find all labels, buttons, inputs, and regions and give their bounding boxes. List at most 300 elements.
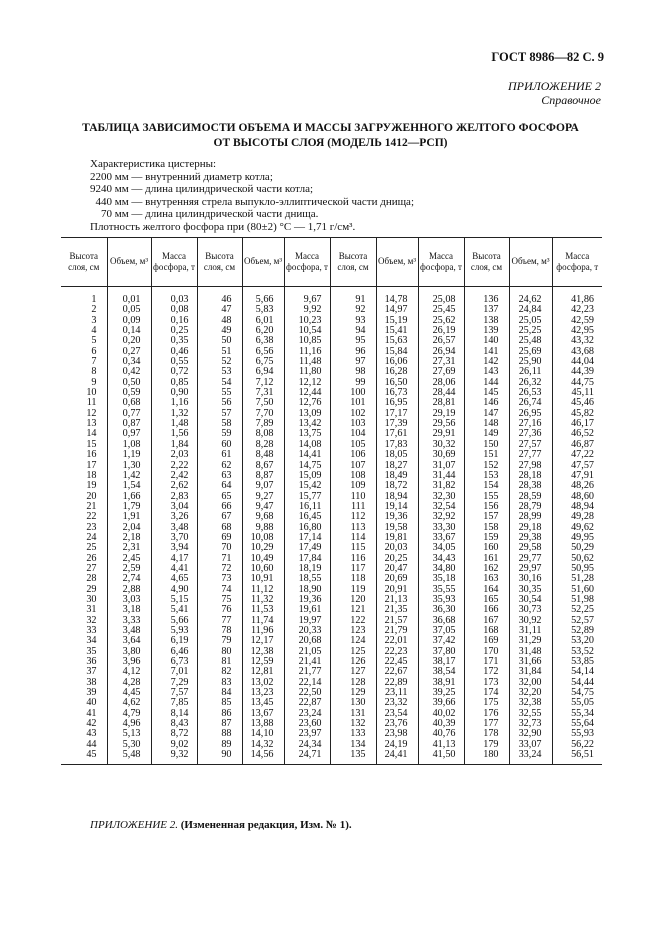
- cell-volume: 12,38: [242, 647, 284, 657]
- cell-volume: 18,94: [376, 492, 418, 502]
- cell-mass: 42,59: [571, 314, 594, 326]
- cell-volume: 11,53: [242, 605, 284, 615]
- cell-height: 4: [61, 326, 107, 336]
- cell-volume: 9,47: [242, 502, 284, 512]
- cell-mass: 28,81: [418, 398, 464, 408]
- cell-volume: 7,70: [242, 409, 284, 419]
- cell-height: 65: [197, 492, 242, 502]
- cell-height: 160: [464, 543, 509, 553]
- cell-mass: 19,36: [284, 595, 330, 605]
- cell-volume: 6,75: [242, 357, 284, 367]
- column-header-mass: Масса фосфора, т: [284, 238, 330, 287]
- cell-mass: 39,25: [418, 688, 464, 698]
- cell-mass: 26,19: [418, 326, 464, 336]
- column-header-volume: Объем, м³: [107, 238, 151, 287]
- cell-height: 83: [197, 678, 242, 688]
- cell-height: 48: [197, 316, 242, 326]
- column-header-mass: Масса фосфора, т: [552, 238, 602, 287]
- cell-mass: 42,23: [571, 304, 594, 316]
- cell-mass: 54,44: [571, 676, 594, 688]
- cell-height: 116: [330, 554, 376, 564]
- cell-volume: 4,96: [107, 719, 151, 729]
- cell-volume: 23,76: [376, 719, 418, 729]
- cell-volume: 16,06: [376, 357, 418, 367]
- cell-volume: 14,56: [242, 750, 284, 765]
- cell-volume: 31,84: [509, 667, 552, 677]
- cell-height: 79: [197, 636, 242, 646]
- cell-mass: 33,67: [418, 533, 464, 543]
- cell-mass: 35,55: [418, 585, 464, 595]
- cell-height: 25: [61, 543, 107, 553]
- cell-height: 161: [464, 554, 509, 564]
- cell-height: 60: [197, 440, 242, 450]
- cell-mass: 23,97: [284, 729, 330, 739]
- cell-height: 37: [61, 667, 107, 677]
- cell-volume: 14,78: [376, 295, 418, 305]
- cell-volume: 4,79: [107, 709, 151, 719]
- spec-line: 440 мм — внутренняя стрела выпукло-эллиптической части днища;: [90, 195, 414, 208]
- cell-mass: 42,95: [571, 325, 594, 337]
- cell-mass: 20,68: [284, 636, 330, 646]
- cell-volume: 13,88: [242, 719, 284, 729]
- cell-volume: 13,45: [242, 698, 284, 708]
- cell-volume: 25,69: [509, 347, 552, 357]
- cell-mass: 9,32: [151, 750, 197, 765]
- cell-volume: 0,01: [107, 295, 151, 305]
- tank-specification: [90, 158, 414, 234]
- cell-volume: 5,48: [107, 750, 151, 765]
- cell-volume: 2,18: [107, 533, 151, 543]
- cell-volume: 9,27: [242, 492, 284, 502]
- cell-height: 132: [330, 719, 376, 729]
- cell-mass: 8,72: [151, 729, 197, 739]
- cell-height: 62: [197, 461, 242, 471]
- cell-mass: 32,92: [418, 512, 464, 522]
- cell-height: 58: [197, 419, 242, 429]
- cell-mass: 55,05: [571, 697, 594, 709]
- cell-height: 44: [61, 740, 107, 750]
- cell-volume: 10,49: [242, 554, 284, 564]
- cell-height: 108: [330, 471, 376, 481]
- cell-volume: 15,19: [376, 316, 418, 326]
- cell-mass: 38,91: [418, 678, 464, 688]
- cell-mass: 21,77: [284, 667, 330, 677]
- cell-volume: 27,16: [509, 419, 552, 429]
- cell-volume: 26,95: [509, 409, 552, 419]
- cell-mass: 0,90: [151, 388, 197, 398]
- cell-height: 172: [464, 667, 509, 677]
- cell-mass: 40,76: [418, 729, 464, 739]
- cell-mass: 46,87: [571, 438, 594, 450]
- cell-height: 88: [197, 729, 242, 739]
- cell-height: 114: [330, 533, 376, 543]
- cell-mass: 15,42: [284, 481, 330, 491]
- cell-volume: 6,94: [242, 367, 284, 377]
- cell-volume: 3,96: [107, 657, 151, 667]
- cell-mass: 14,41: [284, 450, 330, 460]
- cell-mass: 35,18: [418, 574, 464, 584]
- cell-volume: 11,32: [242, 595, 284, 605]
- cell-volume: 8,08: [242, 429, 284, 439]
- cell-height: 95: [330, 336, 376, 346]
- cell-mass: 9,92: [284, 305, 330, 315]
- cell-height: 175: [464, 698, 509, 708]
- cell-mass: 24,34: [284, 740, 330, 750]
- cell-height: 134: [330, 740, 376, 750]
- cell-height: 140: [464, 336, 509, 346]
- cell-volume: 28,59: [509, 492, 552, 502]
- spec-line: 70 мм — длина цилиндрической части днища.: [90, 208, 319, 221]
- cell-height: 110: [330, 492, 376, 502]
- cell-mass: 25,62: [418, 316, 464, 326]
- cell-mass: 5,66: [151, 616, 197, 626]
- cell-height: 17: [61, 461, 107, 471]
- cell-height: 125: [330, 647, 376, 657]
- cell-height: 170: [464, 647, 509, 657]
- cell-height: 142: [464, 357, 509, 367]
- cell-height: 16: [61, 450, 107, 460]
- cell-mass: 25,08: [418, 295, 464, 305]
- cell-height: 149: [464, 429, 509, 439]
- cell-mass: 4,90: [151, 585, 197, 595]
- cell-mass: 18,90: [284, 585, 330, 595]
- cell-mass: 30,32: [418, 440, 464, 450]
- cell-height: 7: [61, 357, 107, 367]
- cell-mass: 11,80: [284, 367, 330, 377]
- cell-volume: 8,48: [242, 450, 284, 460]
- cell-volume: 3,03: [107, 595, 151, 605]
- cell-height: 54: [197, 378, 242, 388]
- cell-volume: 19,14: [376, 502, 418, 512]
- cell-mass: 53,85: [571, 656, 594, 668]
- cell-mass: 37,42: [418, 636, 464, 646]
- cell-mass: 19,97: [284, 616, 330, 626]
- cell-volume: 6,38: [242, 336, 284, 346]
- cell-mass: 55,34: [571, 707, 594, 719]
- cell-height: 81: [197, 657, 242, 667]
- cell-mass: 29,56: [418, 419, 464, 429]
- cell-volume: 23,32: [376, 698, 418, 708]
- cell-height: 102: [330, 409, 376, 419]
- cell-height: 158: [464, 523, 509, 533]
- cell-volume: 0,14: [107, 326, 151, 336]
- cell-height: 117: [330, 564, 376, 574]
- cell-volume: 0,09: [107, 316, 151, 326]
- cell-volume: 24,84: [509, 305, 552, 315]
- cell-volume: 2,31: [107, 543, 151, 553]
- cell-height: 143: [464, 367, 509, 377]
- cell-mass: 3,70: [151, 533, 197, 543]
- cell-volume: 4,28: [107, 678, 151, 688]
- cell-height: 136: [464, 295, 509, 305]
- cell-mass: 28,44: [418, 388, 464, 398]
- cell-mass: 35,93: [418, 595, 464, 605]
- cell-volume: 0,68: [107, 398, 151, 408]
- cell-height: 2: [61, 305, 107, 315]
- cell-height: 167: [464, 616, 509, 626]
- cell-mass: 18,55: [284, 574, 330, 584]
- cell-mass: 43,68: [571, 345, 594, 357]
- cell-height: 157: [464, 512, 509, 522]
- table-header-row: [61, 238, 602, 287]
- cell-volume: 14,32: [242, 740, 284, 750]
- cell-height: 59: [197, 429, 242, 439]
- cell-height: 91: [330, 295, 376, 305]
- cell-mass: 56,51: [552, 750, 602, 765]
- cell-mass: 27,69: [418, 367, 464, 377]
- cell-height: 133: [330, 729, 376, 739]
- cell-mass: 7,57: [151, 688, 197, 698]
- cell-mass: 3,48: [151, 523, 197, 533]
- table-row: [61, 450, 602, 460]
- cell-height: 145: [464, 388, 509, 398]
- cell-height: 64: [197, 481, 242, 491]
- cell-height: 72: [197, 564, 242, 574]
- cell-height: 27: [61, 564, 107, 574]
- cell-volume: 9,07: [242, 481, 284, 491]
- cell-height: 55: [197, 388, 242, 398]
- cell-mass: 19,61: [284, 605, 330, 615]
- cell-volume: 7,31: [242, 388, 284, 398]
- cell-mass: 7,29: [151, 678, 197, 688]
- cell-volume: 0,50: [107, 378, 151, 388]
- cell-volume: 31,48: [509, 647, 552, 657]
- cell-height: 47: [197, 305, 242, 315]
- cell-height: 6: [61, 347, 107, 357]
- cell-volume: 1,66: [107, 492, 151, 502]
- cell-height: 150: [464, 440, 509, 450]
- cell-volume: 22,23: [376, 647, 418, 657]
- cell-volume: 20,47: [376, 564, 418, 574]
- cell-volume: 21,79: [376, 626, 418, 636]
- cell-height: 107: [330, 461, 376, 471]
- cell-mass: 14,08: [284, 440, 330, 450]
- cell-volume: 31,29: [509, 636, 552, 646]
- cell-volume: 12,17: [242, 636, 284, 646]
- cell-height: 40: [61, 698, 107, 708]
- cell-mass: 2,42: [151, 471, 197, 481]
- cell-height: 42: [61, 719, 107, 729]
- cell-volume: 0,59: [107, 388, 151, 398]
- cell-mass: 17,49: [284, 543, 330, 553]
- cell-mass: 50,95: [571, 562, 594, 574]
- cell-height: 115: [330, 543, 376, 553]
- cell-mass: 0,85: [151, 378, 197, 388]
- cell-volume: 28,38: [509, 481, 552, 491]
- cell-height: 10: [61, 388, 107, 398]
- cell-volume: 4,62: [107, 698, 151, 708]
- cell-mass: 55,93: [571, 728, 594, 740]
- cell-volume: 4,45: [107, 688, 151, 698]
- cell-mass: 53,52: [571, 645, 594, 657]
- cell-volume: 29,38: [509, 533, 552, 543]
- cell-height: 53: [197, 367, 242, 377]
- cell-volume: 10,08: [242, 533, 284, 543]
- cell-height: 26: [61, 554, 107, 564]
- cell-mass: 0,08: [151, 305, 197, 315]
- spec-line: 2200 мм — внутренний диаметр котла;: [90, 170, 273, 183]
- cell-height: 34: [61, 636, 107, 646]
- cell-mass: 4,17: [151, 554, 197, 564]
- cell-mass: 6,46: [151, 647, 197, 657]
- cell-volume: 25,05: [509, 316, 552, 326]
- cell-height: 99: [330, 378, 376, 388]
- volume-mass-table: [61, 237, 602, 765]
- cell-volume: 1,19: [107, 450, 151, 460]
- cell-volume: 31,11: [509, 626, 552, 636]
- cell-height: 13: [61, 419, 107, 429]
- cell-height: 123: [330, 626, 376, 636]
- cell-height: 77: [197, 616, 242, 626]
- cell-volume: 32,73: [509, 719, 552, 729]
- cell-height: 129: [330, 688, 376, 698]
- cell-mass: 14,75: [284, 461, 330, 471]
- spec-density: Плотность желтого фосфора при (80±2) °С — 1,71 г/см³.: [90, 220, 356, 233]
- cell-volume: 20,91: [376, 585, 418, 595]
- cell-height: 156: [464, 502, 509, 512]
- cell-height: 43: [61, 729, 107, 739]
- cell-height: 144: [464, 378, 509, 388]
- cell-volume: 26,32: [509, 378, 552, 388]
- cell-height: 128: [330, 678, 376, 688]
- cell-mass: 52,25: [571, 604, 594, 616]
- cell-height: 78: [197, 626, 242, 636]
- cell-volume: 18,27: [376, 461, 418, 471]
- cell-height: 1: [61, 295, 107, 305]
- cell-volume: 25,25: [509, 326, 552, 336]
- cell-volume: 26,11: [509, 367, 552, 377]
- cell-height: 178: [464, 729, 509, 739]
- cell-mass: 45,82: [571, 407, 594, 419]
- cell-height: 63: [197, 471, 242, 481]
- cell-height: 35: [61, 647, 107, 657]
- cell-height: 15: [61, 440, 107, 450]
- cell-height: 105: [330, 440, 376, 450]
- cell-mass: 18,19: [284, 564, 330, 574]
- cell-height: 169: [464, 636, 509, 646]
- footer-note: [90, 819, 352, 831]
- cell-height: 31: [61, 605, 107, 615]
- title-line-1: ТАБЛИЦА ЗАВИСИМОСТИ ОБЪЕМА И МАССЫ ЗАГРУЖЕННОГО ЖЕЛТОГО ФОСФОРА: [82, 122, 579, 134]
- cell-volume: 8,67: [242, 461, 284, 471]
- cell-height: 11: [61, 398, 107, 408]
- column-header-height: Высота слоя, см: [197, 238, 242, 287]
- cell-volume: 6,01: [242, 316, 284, 326]
- cell-volume: 3,18: [107, 605, 151, 615]
- cell-height: 162: [464, 564, 509, 574]
- cell-height: 93: [330, 316, 376, 326]
- cell-mass: 48,60: [571, 490, 594, 502]
- cell-height: 112: [330, 512, 376, 522]
- cell-mass: 40,39: [418, 719, 464, 729]
- cell-volume: 6,20: [242, 326, 284, 336]
- cell-height: 20: [61, 492, 107, 502]
- cell-volume: 27,77: [509, 450, 552, 460]
- cell-volume: 32,20: [509, 688, 552, 698]
- cell-volume: 27,36: [509, 429, 552, 439]
- cell-volume: 30,54: [509, 595, 552, 605]
- cell-mass: 54,14: [571, 666, 594, 678]
- cell-mass: 10,54: [284, 326, 330, 336]
- cell-mass: 32,30: [418, 492, 464, 502]
- cell-volume: 17,83: [376, 440, 418, 450]
- cell-height: 61: [197, 450, 242, 460]
- column-header-height: Высота слоя, см: [61, 238, 107, 287]
- cell-mass: 3,94: [151, 543, 197, 553]
- cell-mass: 30,69: [418, 450, 464, 460]
- cell-height: 173: [464, 678, 509, 688]
- cell-mass: 51,28: [571, 573, 594, 585]
- cell-height: 180: [464, 750, 509, 765]
- cell-volume: 24,41: [376, 750, 418, 765]
- cell-mass: 4,65: [151, 574, 197, 584]
- cell-volume: 19,58: [376, 523, 418, 533]
- cell-height: 153: [464, 471, 509, 481]
- appendix-sublabel: Справочное: [541, 93, 601, 107]
- cell-height: 87: [197, 719, 242, 729]
- column-header-volume: Объем, м³: [376, 238, 418, 287]
- cell-volume: 26,53: [509, 388, 552, 398]
- cell-mass: 15,77: [284, 492, 330, 502]
- cell-height: 9: [61, 378, 107, 388]
- column-header-volume: Объем, м³: [509, 238, 552, 287]
- cell-mass: 5,41: [151, 605, 197, 615]
- cell-volume: 27,57: [509, 440, 552, 450]
- cell-mass: 13,42: [284, 419, 330, 429]
- cell-height: 171: [464, 657, 509, 667]
- cell-mass: 55,64: [571, 718, 594, 730]
- cell-volume: 4,12: [107, 667, 151, 677]
- cell-volume: 24,19: [376, 740, 418, 750]
- cell-volume: 2,74: [107, 574, 151, 584]
- cell-mass: 28,06: [418, 378, 464, 388]
- cell-height: 166: [464, 605, 509, 615]
- cell-height: 94: [330, 326, 376, 336]
- cell-height: 122: [330, 616, 376, 626]
- column-header-mass: Масса фосфора, т: [151, 238, 197, 287]
- cell-volume: 22,01: [376, 636, 418, 646]
- cell-mass: 0,16: [151, 316, 197, 326]
- cell-volume: 3,33: [107, 616, 151, 626]
- cell-volume: 0,27: [107, 347, 151, 357]
- cell-volume: 0,05: [107, 305, 151, 315]
- cell-volume: 13,02: [242, 678, 284, 688]
- cell-volume: 23,54: [376, 709, 418, 719]
- cell-volume: 25,90: [509, 357, 552, 367]
- cell-height: 30: [61, 595, 107, 605]
- cell-volume: 17,39: [376, 419, 418, 429]
- cell-volume: 32,55: [509, 709, 552, 719]
- cell-mass: 12,76: [284, 398, 330, 408]
- cell-mass: 41,13: [418, 740, 464, 750]
- cell-mass: 1,32: [151, 409, 197, 419]
- spacer-cell: [330, 287, 376, 296]
- cell-mass: 6,19: [151, 636, 197, 646]
- cell-mass: 39,66: [418, 698, 464, 708]
- cell-mass: 51,60: [571, 583, 594, 595]
- cell-height: 90: [197, 750, 242, 765]
- cell-height: 57: [197, 409, 242, 419]
- cell-mass: 11,48: [284, 357, 330, 367]
- cell-height: 97: [330, 357, 376, 367]
- cell-mass: 2,62: [151, 481, 197, 491]
- cell-height: 148: [464, 419, 509, 429]
- cell-height: 177: [464, 719, 509, 729]
- cell-height: 18: [61, 471, 107, 481]
- cell-volume: 3,64: [107, 636, 151, 646]
- cell-volume: 22,89: [376, 678, 418, 688]
- cell-height: 147: [464, 409, 509, 419]
